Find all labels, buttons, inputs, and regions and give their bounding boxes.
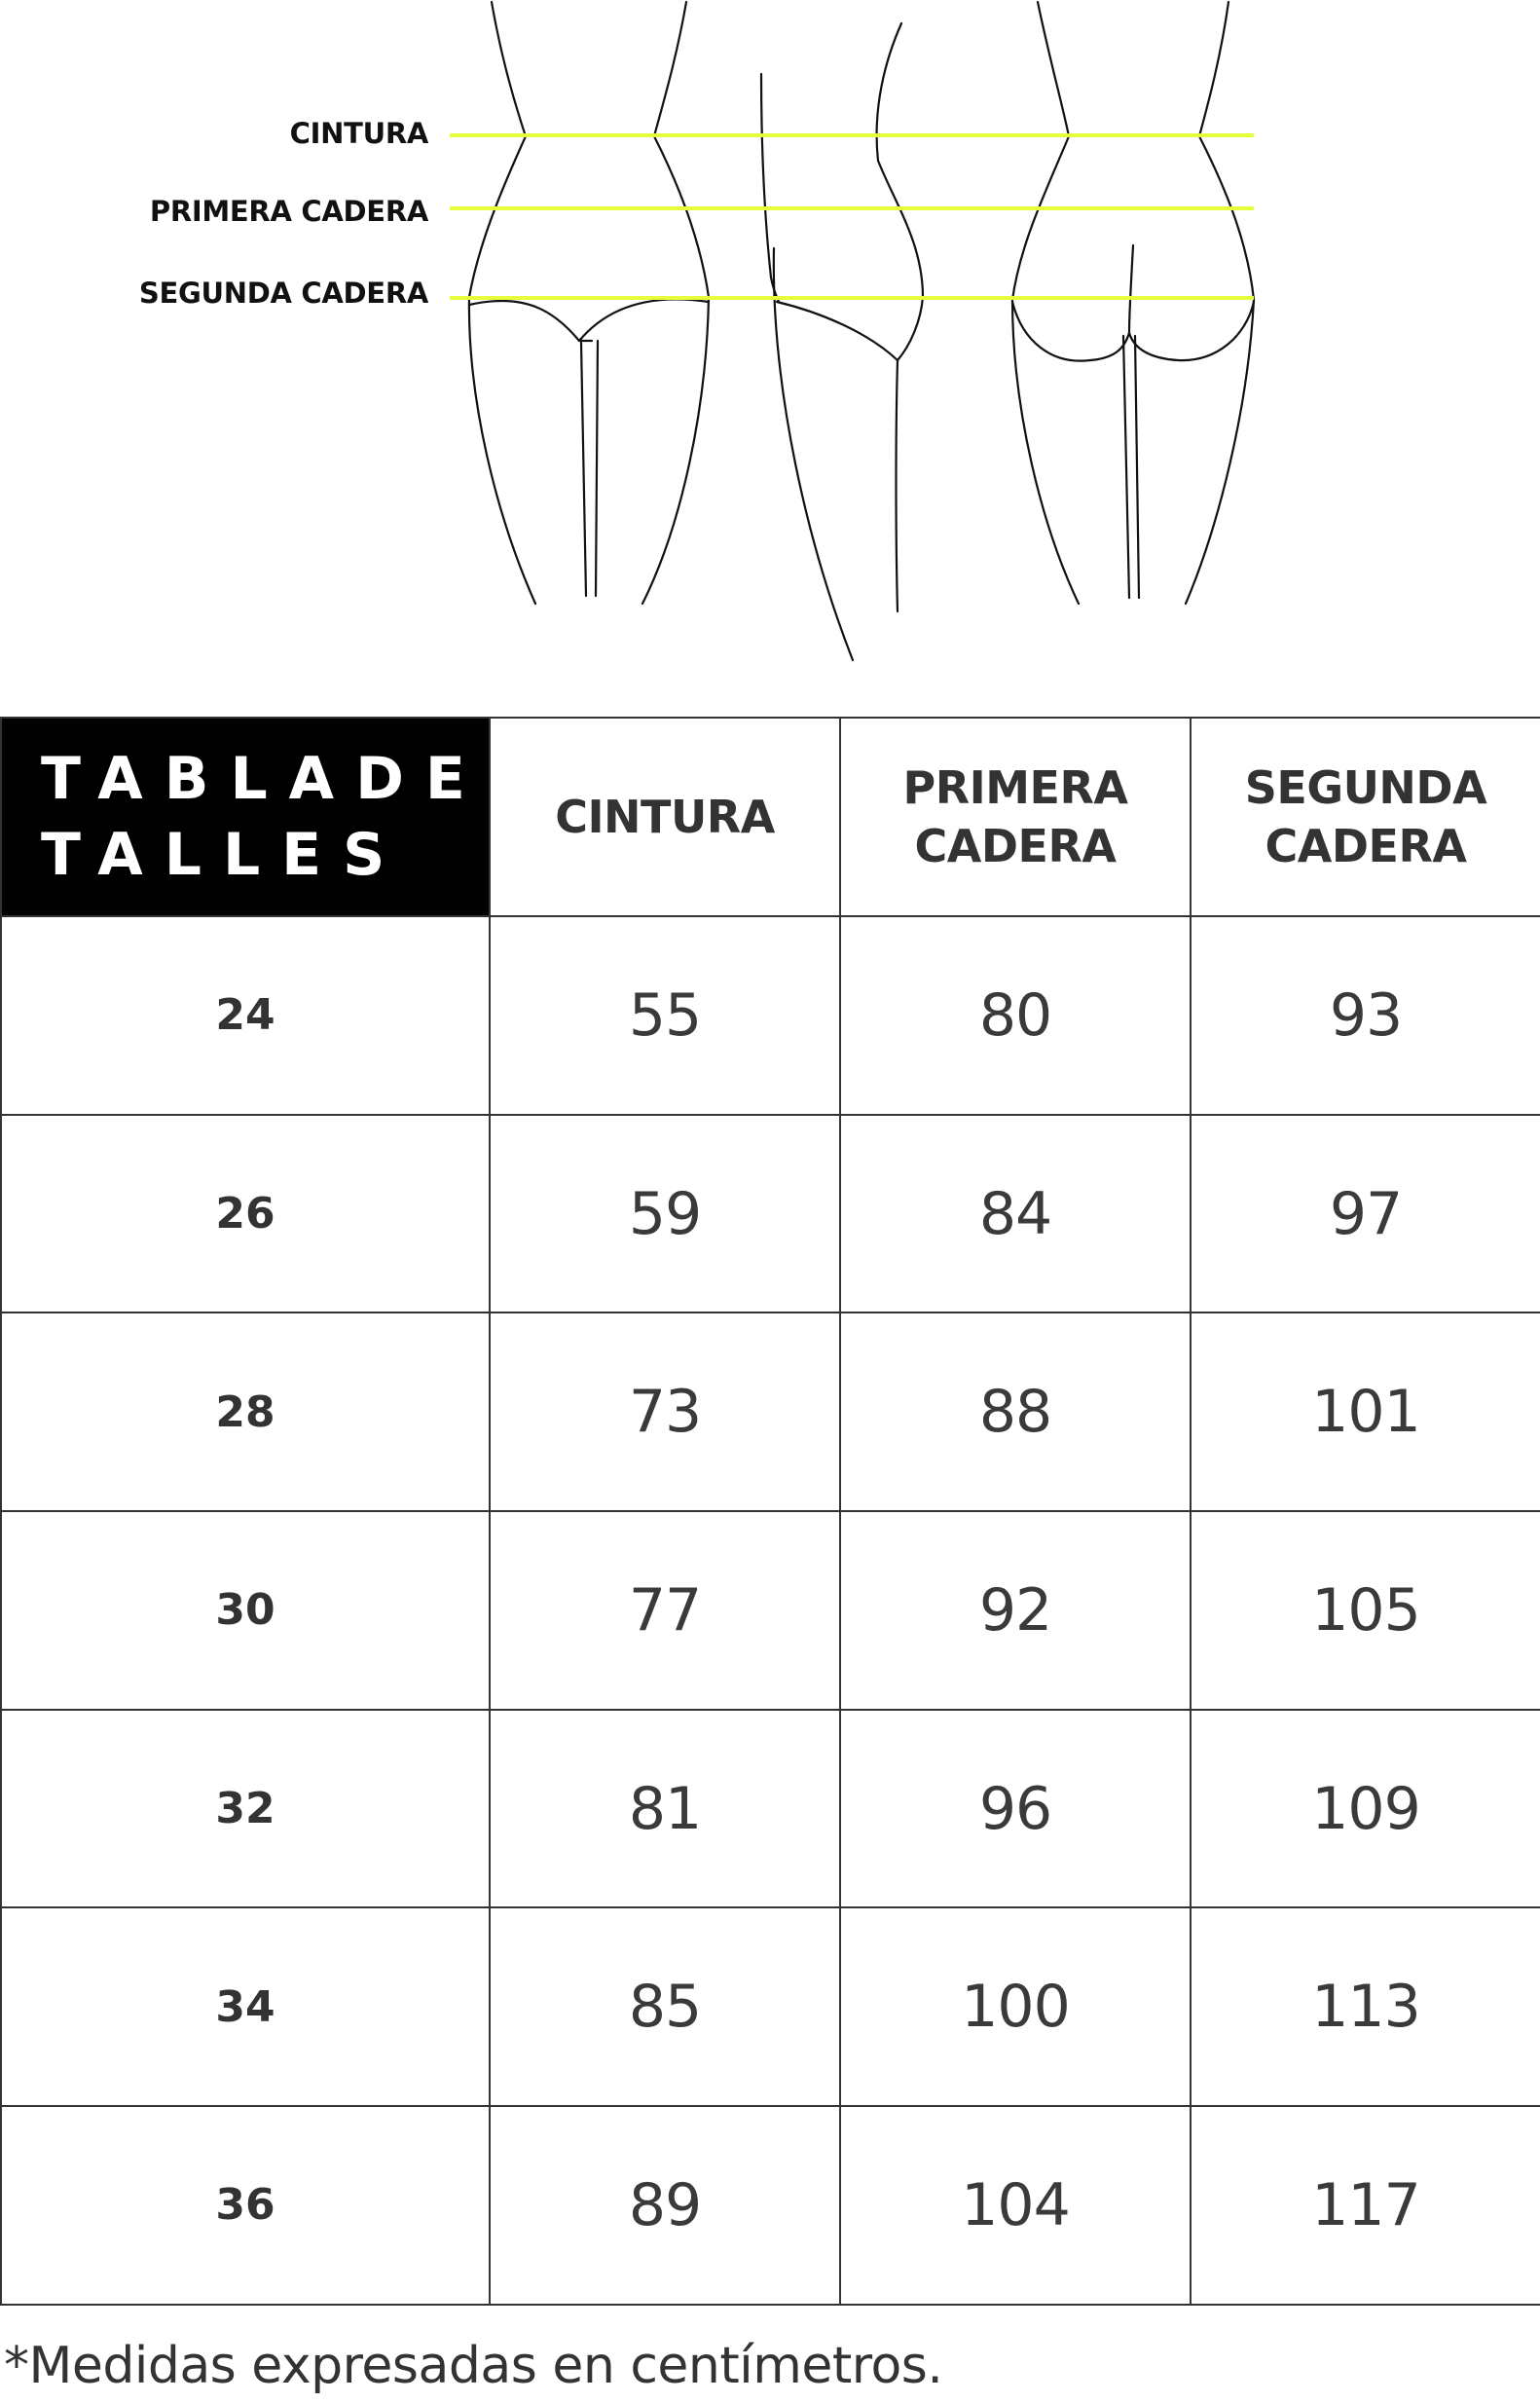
cintura-value: 55 <box>490 916 840 1115</box>
header-segunda-cadera <box>1191 718 1540 916</box>
size-cell: 34 <box>1 1907 490 2106</box>
cintura-value: 73 <box>490 1312 840 1511</box>
primera-cadera-value: 104 <box>840 2106 1191 2305</box>
table-row <box>1 916 1540 1115</box>
segunda-cadera-value: 93 <box>1191 916 1540 1115</box>
table-row <box>1 1907 1540 2106</box>
primera-cadera-value: 84 <box>840 1115 1191 1313</box>
header-segunda-line1: SEGUNDA <box>1244 761 1487 814</box>
table-row <box>1 1115 1540 1313</box>
label-segunda-cadera: SEGUNDA CADERA <box>138 277 428 310</box>
front-view-silhouette <box>469 2 709 604</box>
table-row <box>1 1312 1540 1511</box>
back-view-silhouette <box>1012 2 1254 604</box>
primera-cadera-value: 92 <box>840 1511 1191 1710</box>
header-primera-cadera <box>840 718 1191 916</box>
table-header-row <box>1 718 1540 916</box>
size-cell: 36 <box>1 2106 490 2305</box>
cintura-value: 77 <box>490 1511 840 1710</box>
cintura-value: 59 <box>490 1115 840 1313</box>
header-primera-line1: PRIMERA <box>902 761 1128 814</box>
label-primera-cadera: PRIMERA CADERA <box>149 195 428 228</box>
primera-cadera-value: 100 <box>840 1907 1191 2106</box>
header-segunda-line2: CADERA <box>1265 820 1467 872</box>
size-chart-table <box>0 717 1540 2306</box>
cintura-value: 89 <box>490 2106 840 2305</box>
table-row <box>1 1511 1540 1710</box>
primera-cadera-value: 80 <box>840 916 1191 1115</box>
primera-cadera-value: 88 <box>840 1312 1191 1511</box>
table-row <box>1 1710 1540 1908</box>
table-title-line1: TABLADE <box>41 745 487 813</box>
side-view-silhouette <box>761 23 923 660</box>
segunda-cadera-value: 113 <box>1191 1907 1540 2106</box>
header-cintura-text: CINTURA <box>555 791 775 843</box>
size-cell: 32 <box>1 1710 490 1908</box>
header-primera-line2: CADERA <box>914 820 1117 872</box>
table-row <box>1 2106 1540 2305</box>
table-title-line2: TALLES <box>41 821 407 889</box>
body-silhouettes <box>0 0 1540 682</box>
size-cell: 24 <box>1 916 490 1115</box>
measurement-diagram <box>0 0 1540 682</box>
header-cintura <box>490 718 840 916</box>
cintura-value: 85 <box>490 1907 840 2106</box>
size-cell: 30 <box>1 1511 490 1710</box>
segunda-cadera-value: 97 <box>1191 1115 1540 1313</box>
table-title <box>1 718 490 916</box>
size-cell: 26 <box>1 1115 490 1313</box>
segunda-cadera-value: 109 <box>1191 1710 1540 1908</box>
primera-cadera-value: 96 <box>840 1710 1191 1908</box>
segunda-cadera-value: 105 <box>1191 1511 1540 1710</box>
segunda-cadera-value: 101 <box>1191 1312 1540 1511</box>
cintura-value: 81 <box>490 1710 840 1908</box>
label-cintura: CINTURA <box>289 117 428 150</box>
segunda-cadera-value: 117 <box>1191 2106 1540 2305</box>
size-cell: 28 <box>1 1312 490 1511</box>
footnote: *Medidas expresadas en centímetros. <box>4 2337 943 2395</box>
